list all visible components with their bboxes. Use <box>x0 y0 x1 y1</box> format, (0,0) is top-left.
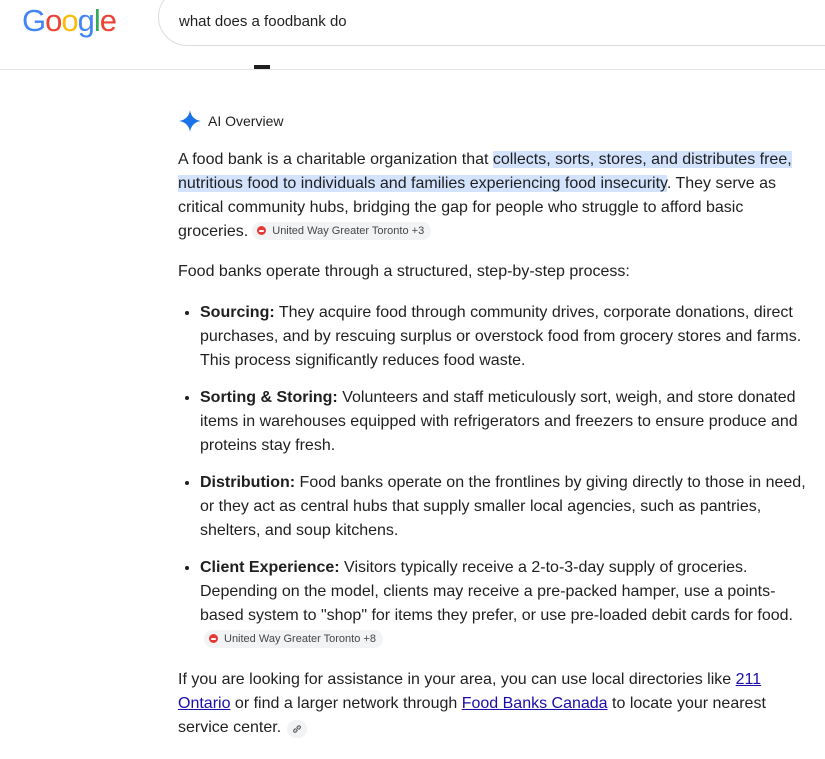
list-item-term: Sorting & Storing: <box>200 389 338 406</box>
logo-letter: o <box>61 3 78 38</box>
google-logo[interactable] <box>22 3 116 39</box>
list-item <box>200 555 808 652</box>
search-box[interactable] <box>158 0 825 46</box>
process-intro: Food banks operate through a structured, step-by-step process: <box>178 263 630 280</box>
ai-overview-body <box>178 148 808 740</box>
list-item-text: Visitors typically receive a 2-to-3-day supply of groceries. Depending on the model, clients may receive a pre-packed hamper, use a points-based system to "shop" for items they prefer, or use pre-loaded debit cards for food. <box>200 559 793 624</box>
gemini-sparkle-icon <box>178 109 202 133</box>
link-food-banks-canada[interactable]: Food Banks Canada <box>461 695 608 712</box>
highlighted-text[interactable]: collects, sorts, stores, and distributes free, nutritious food to individuals and families experiencing food insecurity <box>178 151 792 192</box>
citation-chip[interactable] <box>252 222 431 240</box>
process-list <box>178 300 808 652</box>
ai-overview-title: AI Overview <box>208 113 284 129</box>
link-chip[interactable] <box>287 720 307 738</box>
list-item-text: They acquire food through community drives, corporate donations, direct purchases, and by rescuing surplus or overstock food from grocery stores and farms. This process significantly reduces food waste. <box>200 304 802 369</box>
intro-text: . They serve as critical community hubs, bridging the gap for people who struggle to afford basic groceries. <box>178 175 776 240</box>
source-favicon-icon <box>209 634 218 643</box>
citation-label: United Way Greater Toronto +3 <box>272 224 425 237</box>
logo-letter: e <box>99 3 117 38</box>
intro-paragraph <box>178 148 808 244</box>
list-item-term: Client Experience: <box>200 559 340 576</box>
list-item-term: Distribution: <box>200 474 296 491</box>
logo-letter: g <box>77 3 94 38</box>
citation-chip[interactable] <box>204 630 383 648</box>
logo-letter: G <box>22 3 46 38</box>
link-icon <box>292 724 302 734</box>
closing-text: If you are looking for assistance in your area, you can use local directories like <box>178 671 736 688</box>
logo-letter: o <box>45 3 62 38</box>
closing-text: to locate your nearest service center. <box>178 695 766 736</box>
link-211-ontario[interactable]: 211 Ontario <box>178 671 762 712</box>
list-item <box>200 470 808 543</box>
logo-letter: l <box>93 3 100 38</box>
source-favicon-icon <box>257 226 266 235</box>
list-item-term: Sourcing: <box>200 304 275 321</box>
list-item-text: Food banks operate on the frontlines by giving directly to those in need, or they act as central hubs that supply smaller local agencies, such as pantries, shelters, and soup kitchens. <box>200 474 806 539</box>
intro-text: A food bank is a charitable organization that <box>178 151 493 168</box>
closing-paragraph <box>178 668 808 740</box>
header-divider <box>0 69 825 70</box>
citation-label: United Way Greater Toronto +8 <box>224 632 376 645</box>
search-input[interactable]: what does a foodbank do <box>179 13 347 30</box>
list-item <box>200 300 808 373</box>
ai-overview-header <box>178 110 283 132</box>
list-item-text: Volunteers and staff meticulously sort, weigh, and store donated items in warehouses equipped with refrigerators and freezers to ensure produce and proteins stay fresh. <box>200 389 798 454</box>
list-item <box>200 385 808 458</box>
closing-text: or find a larger network through <box>230 695 462 712</box>
